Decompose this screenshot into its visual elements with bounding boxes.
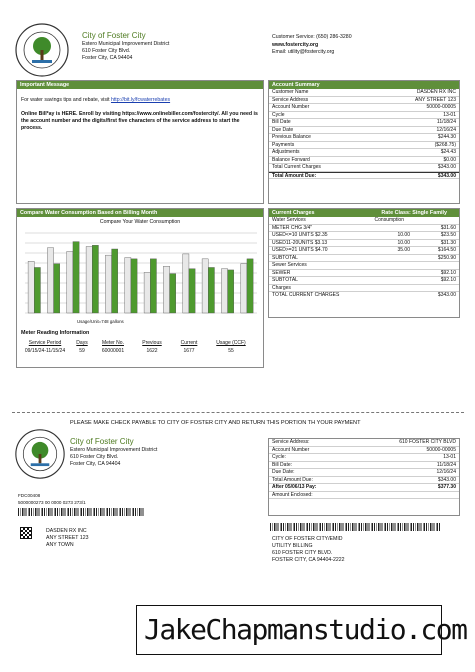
stub-summary-row — [269, 447, 459, 455]
chart-bar — [34, 267, 40, 313]
stub-summary-cell: $343.00 — [437, 476, 456, 483]
charge-row — [269, 255, 459, 263]
rebate-link[interactable]: http://bit.ly/fcwaterrebates — [110, 97, 171, 103]
sewer-cell: $92.10 — [440, 269, 456, 276]
account-summary-row — [269, 164, 459, 172]
charge-cell: USED11-20UNITS $3.13 — [272, 239, 328, 246]
meter-cell: 60000001 — [101, 348, 125, 354]
chart-bar — [54, 264, 60, 313]
chart-bar — [105, 255, 111, 313]
chart-bar — [92, 245, 98, 313]
rate-class: Rate Class: Single Family — [381, 210, 447, 216]
stub-summary-cell: 50000-00005 — [426, 446, 456, 453]
charge-row — [269, 232, 459, 240]
important-message-panel — [16, 80, 264, 204]
account-summary-cell: 12/16/24 — [436, 126, 456, 133]
account-summary-cell: Total Amount Due: — [272, 172, 317, 179]
chart-bar — [221, 269, 227, 313]
online-bill-pay-text: Online Bill*ay is HERE. Enroll by visiting https://www.onlinebiller.com/fostercity/. All you need is the account number and the digits/first five characters of the service address to start the process. — [21, 111, 258, 131]
stub-summary-cell: Account Number — [272, 446, 310, 453]
current-charges-panel — [268, 208, 460, 318]
remit-line-3: 610 FOSTER CITY BLVD. — [272, 550, 333, 556]
sewer-cell — [364, 277, 410, 284]
account-summary-cell: Customer Name — [272, 89, 309, 95]
district-name: Estero Municipal Improvement District — [82, 41, 170, 47]
account-summary-cell: Adjustments — [272, 149, 300, 155]
account-summary-row — [269, 172, 459, 180]
charge-cell: SUBTOTAL — [272, 254, 298, 261]
stub-address-2: Foster City, CA 94404 — [70, 461, 121, 467]
chart-bar — [228, 270, 234, 313]
account-summary-cell: Bill Date — [272, 119, 291, 125]
chart-bar — [125, 258, 131, 313]
chart-bar — [67, 251, 73, 313]
account-summary-row — [269, 142, 459, 150]
meter-cell: 09/15/24-11/15/24 — [24, 348, 66, 354]
charge-cell — [364, 255, 410, 262]
chart-bar — [73, 242, 79, 313]
qr-code — [20, 527, 32, 539]
account-summary-cell: Previous Balance — [272, 134, 311, 140]
tear-line — [12, 412, 464, 413]
stub-summary-cell: Bill Date: — [272, 461, 293, 468]
stub-summary-cell: 13-01 — [443, 454, 456, 460]
stub-summary-cell: Due Date: — [272, 469, 295, 475]
charge-cell: 10.00 — [397, 232, 410, 238]
charge-row — [269, 247, 459, 255]
charge-cell: $250.90 — [437, 254, 456, 261]
stub-summary-cell: Service Address: — [272, 439, 310, 445]
account-summary-cell: 11/18/24 — [436, 119, 456, 125]
website[interactable]: www.fostercity.org — [272, 42, 319, 48]
stub-address-1: 610 Foster City Blvd. — [70, 454, 119, 460]
chart-bar — [112, 249, 118, 313]
consumption-label: Consumption — [374, 217, 404, 223]
payable-instruction: PLEASE MAKE CHECK PAYABLE TO CITY OF FOSTER CITY AND RETURN THIS PORTION TH YOUR PAYMENT — [70, 420, 361, 426]
charge-cell: $31.60 — [440, 224, 456, 231]
charges-label: Charges — [272, 284, 291, 291]
charges-header — [269, 209, 459, 217]
account-summary-title: Account Summary — [269, 81, 459, 89]
account-summary-cell: Total Current Charges — [272, 164, 321, 170]
account-summary-cell: ($268.75) — [434, 141, 456, 148]
stub-summary-row — [269, 439, 459, 447]
stub-summary-cell: 12/16/24 — [436, 469, 456, 475]
stub-summary-cell: After 05/06/13 Pay: — [272, 484, 317, 490]
charge-cell — [364, 225, 410, 232]
account-summary-row — [269, 104, 459, 112]
customer-address-2: ANY TOWN — [46, 542, 74, 548]
stub-city-name: City of Foster City — [70, 437, 134, 446]
total-current-charges-row — [269, 292, 459, 300]
account-summary-cell: DASDEN RX INC — [416, 89, 456, 95]
account-summary-cell: Service Address — [272, 96, 309, 103]
stub-barcode-left — [18, 508, 144, 516]
account-summary-cell: Cycle — [272, 111, 285, 118]
account-summary-cell: $24.43 — [440, 149, 456, 155]
chart-bar — [183, 254, 189, 313]
charge-cell: $31.30 — [440, 239, 456, 246]
remit-line-2: UTILITY BILLING — [272, 543, 313, 549]
stub-summary-row — [269, 484, 459, 492]
customer-name: DASDEN RX INC — [46, 528, 87, 534]
charge-cell: USED<=10 UNITS $2.35 — [272, 232, 328, 238]
sewer-row — [269, 270, 459, 278]
city-seal — [14, 22, 70, 78]
stub-summary-cell: 610 FOSTER CITY BLVD — [399, 439, 456, 445]
stub-city-seal — [14, 428, 66, 480]
stub-summary-cell: $377.30 — [437, 484, 456, 490]
email[interactable]: Email: utility@fostercity.org — [272, 49, 335, 55]
account-summary-row — [269, 157, 459, 165]
account-summary-cell: $343.00 — [437, 172, 456, 179]
account-summary-cell: Payments — [272, 141, 295, 148]
compare-title: Compare Water Consumption Based on Billing Month — [17, 209, 263, 217]
stub-summary-cell: Cycle: — [272, 454, 286, 460]
meter-cell: 1677 — [183, 348, 195, 354]
account-summary-row — [269, 97, 459, 105]
chart-bar — [247, 259, 253, 313]
chart-bar — [202, 259, 208, 313]
customer-address-1: ANY STREET 123 — [46, 535, 89, 541]
meter-header-cell: Usage (CCF) — [216, 340, 246, 346]
charge-cell: 10.00 — [397, 239, 410, 246]
compare-panel — [16, 208, 264, 368]
account-summary-cell: $0.00 — [443, 156, 456, 163]
sewer-cell: SUBTOTAL — [272, 277, 298, 283]
remit-line-4: FOSTER CITY, CA 94404-2222 — [272, 557, 345, 563]
account-summary-row — [269, 134, 459, 142]
meter-data-row — [19, 348, 261, 354]
charge-cell: USED>=21 UNITS $4.70 — [272, 247, 328, 253]
total-current-charges-value: $343.00 — [437, 292, 456, 298]
chart-bar — [86, 247, 92, 313]
customer-service: Customer Service: (650) 286-3280 — [272, 34, 352, 40]
stub-summary-cell: Total Amount Due: — [272, 476, 313, 483]
chart-bar — [28, 261, 34, 313]
account-summary-cell: Balance Forward — [272, 156, 310, 163]
chart-bar — [47, 248, 53, 313]
stub-summary-panel — [268, 438, 460, 516]
stub-summary-rows — [269, 439, 459, 499]
meter-cell: 59 — [79, 348, 85, 354]
sewer-cell: $92.10 — [440, 277, 456, 283]
account-summary-row — [269, 112, 459, 120]
stub-summary-row — [269, 492, 459, 500]
chart-bar — [170, 274, 176, 313]
chart-bar — [163, 266, 169, 313]
header-address-1: 610 Foster City Blvd. — [82, 48, 131, 54]
charge-row — [269, 225, 459, 233]
stub-district: Estero Municipal Improvement District — [70, 447, 158, 453]
account-summary-row — [269, 119, 459, 127]
sewer-row — [269, 277, 459, 285]
charges-row — [269, 285, 459, 293]
important-message-title: Important Message — [17, 81, 263, 89]
chart-subtitle: Compare Your Water Consumption — [99, 219, 181, 225]
account-summary-row — [269, 149, 459, 157]
meter-header-cell: Meter No. — [102, 340, 124, 346]
stub-code-1: FDC00408 — [18, 493, 41, 498]
meter-header-cell: Previous — [142, 340, 162, 346]
account-summary-panel — [268, 80, 460, 204]
meter-header-cell: Current — [180, 340, 198, 346]
stub-barcode-right — [270, 523, 440, 531]
chart-legend: Usage/Unit=748 gallons — [77, 319, 124, 324]
watermark-text: JakeChapmanstudio.com — [144, 613, 467, 646]
stub-summary-cell: Amount Enclosed: — [272, 491, 313, 498]
meter-header-cell: Days — [76, 340, 88, 346]
total-current-charges-label: TOTAL CURRENT CHARGES — [272, 292, 340, 298]
sewer-cell — [364, 270, 410, 277]
account-summary-cell: $244.30 — [437, 134, 456, 140]
stub-summary-cell: 11/18/24 — [436, 461, 456, 468]
sewer-services-label: Sewer Services — [272, 262, 307, 268]
account-summary-cell: Account Number — [272, 104, 310, 110]
chart-bar — [144, 272, 150, 313]
chart-bar — [150, 259, 156, 313]
stub-summary-row — [269, 462, 459, 470]
rebate-text: For water savings tips and rebate, visit — [21, 97, 111, 103]
sewer-services-row — [269, 262, 459, 270]
charge-cell: 35.00 — [397, 247, 410, 253]
meter-header-cell: Service Period — [28, 340, 62, 346]
charge-cell: $23.50 — [440, 232, 456, 238]
stub-summary-row — [269, 469, 459, 477]
account-summary-row — [269, 127, 459, 135]
chart-bar — [189, 269, 195, 313]
meter-cell: 1622 — [146, 348, 158, 354]
chart-bar — [208, 267, 214, 313]
account-summary-cell: ANY STREET 123 — [415, 96, 456, 103]
chart-bar — [241, 264, 247, 313]
account-summary-cell: Due Date — [272, 126, 294, 133]
account-summary-row — [269, 89, 459, 97]
meter-header-row — [19, 340, 261, 346]
stub-summary-row — [269, 454, 459, 462]
account-summary-rows — [269, 89, 459, 179]
consumption-chart — [21, 229, 261, 317]
stub-summary-row — [269, 477, 459, 485]
account-summary-cell: 13-01 — [443, 111, 456, 118]
water-services-row — [269, 217, 459, 225]
header-address-2: Foster City, CA 94404 — [82, 55, 133, 61]
charge-cell: $164.50 — [437, 247, 456, 253]
remit-line-1: CITY OF FOSTER CITY/EMID — [272, 536, 343, 542]
meter-title: Meter Reading Information — [21, 330, 90, 336]
stub-code-2: 5000000273 00 0000 0273 273/1 — [18, 500, 86, 505]
charges-title: Current Charges — [272, 210, 315, 216]
sewer-rows — [269, 270, 459, 285]
charge-cell: METER CHG 3/4" — [272, 224, 313, 231]
city-name: City of Foster City — [82, 31, 146, 40]
water-services-label: Water Services — [272, 217, 306, 223]
sewer-cell: SEWER — [272, 269, 291, 276]
chart-bar — [131, 259, 137, 313]
account-summary-cell: 50000-00005 — [426, 104, 456, 110]
account-summary-cell: $343.00 — [437, 164, 456, 170]
meter-cell: 55 — [228, 348, 234, 354]
charge-rows — [269, 225, 459, 263]
rebate-line — [17, 89, 263, 103]
charge-row — [269, 240, 459, 248]
